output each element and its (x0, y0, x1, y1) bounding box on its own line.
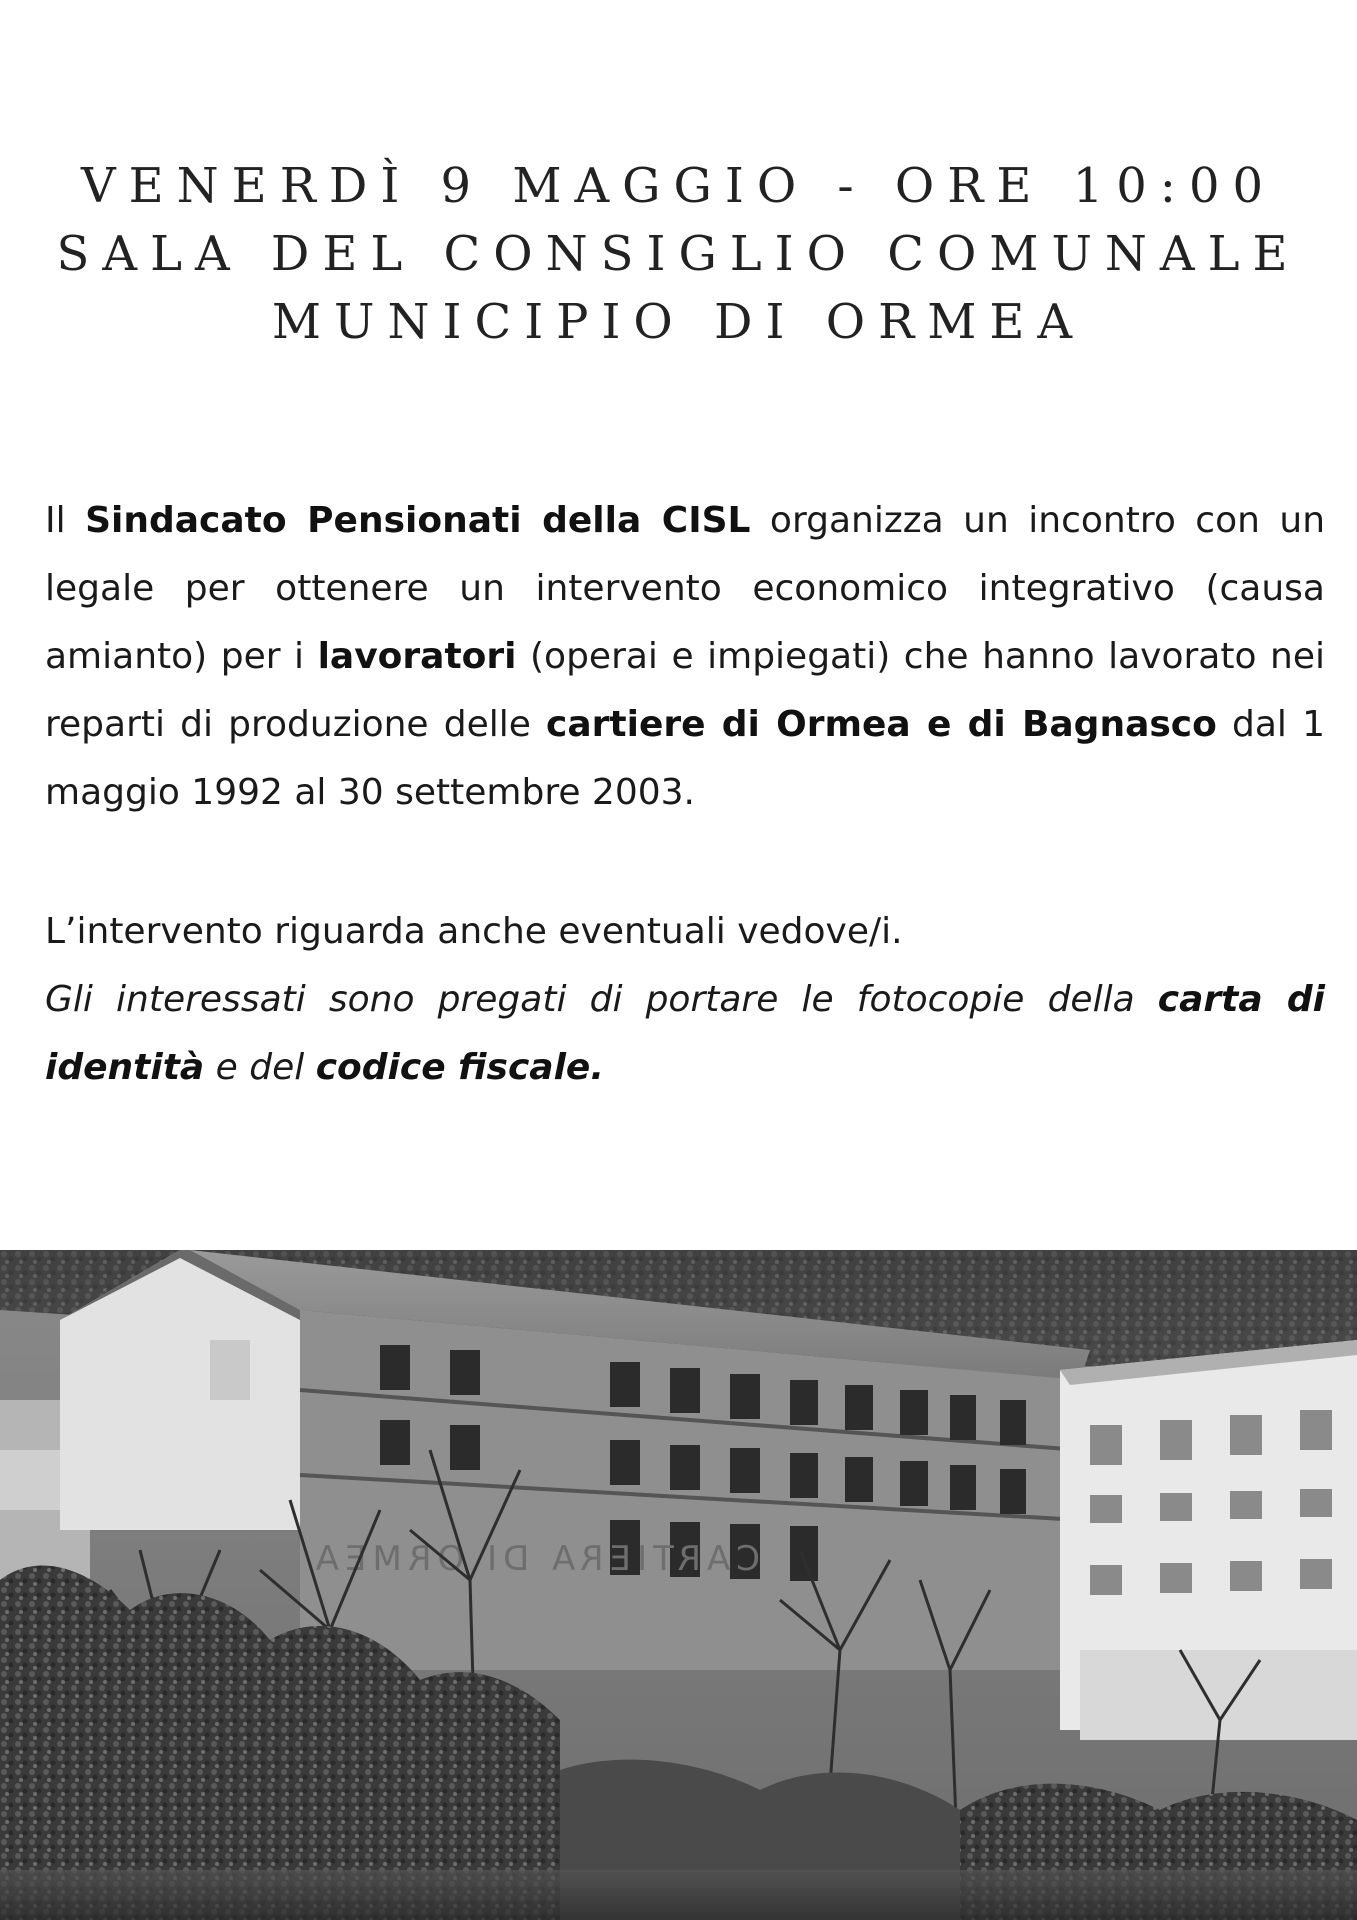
paper-mill-photo (0, 1250, 1357, 1920)
ground (0, 1870, 1357, 1920)
intro-text-1: Il (45, 500, 86, 541)
id-card-term: carta di identità (45, 979, 1325, 1088)
intro-text-3: (operai e impiegati) che hanno lavorato nei reparti di produzione delle (45, 636, 1325, 745)
event-header (0, 152, 1357, 356)
paper-mills-name: cartiere di Ormea e di Bagnasco (546, 704, 1217, 745)
widows-note: L’intervento riguarda anche eventuali vedove/i. (45, 911, 903, 952)
documents-text-2: e del (204, 1047, 316, 1088)
documents-text-1: Gli interessati sono pregati di portare le fotocopie della (45, 979, 1158, 1020)
event-date-time: VENERDÌ 9 MAGGIO - ORE 10:00 (80, 158, 1277, 214)
facade-lettering: CARTIERA DI ORMEA (309, 1539, 760, 1579)
documents-note (45, 966, 1325, 1102)
event-venue: SALA DEL CONSIGLIO COMUNALE (56, 226, 1301, 282)
intro-text-2: organizza un incontro con un legale per ottenere un intervento economico integrativo (causa amianto) per i (45, 500, 1326, 677)
event-location: MUNICIPIO DI ORMEA (271, 294, 1086, 350)
organizer-name: Sindacato Pensionati della CISL (85, 500, 751, 541)
tax-code-term: codice fiscale. (315, 1047, 605, 1088)
intro-paragraph (45, 487, 1325, 827)
intro-text-4: dal 1 maggio 1992 al 30 settembre 2003. (45, 704, 1325, 813)
workers-term: lavoratori (317, 636, 517, 677)
